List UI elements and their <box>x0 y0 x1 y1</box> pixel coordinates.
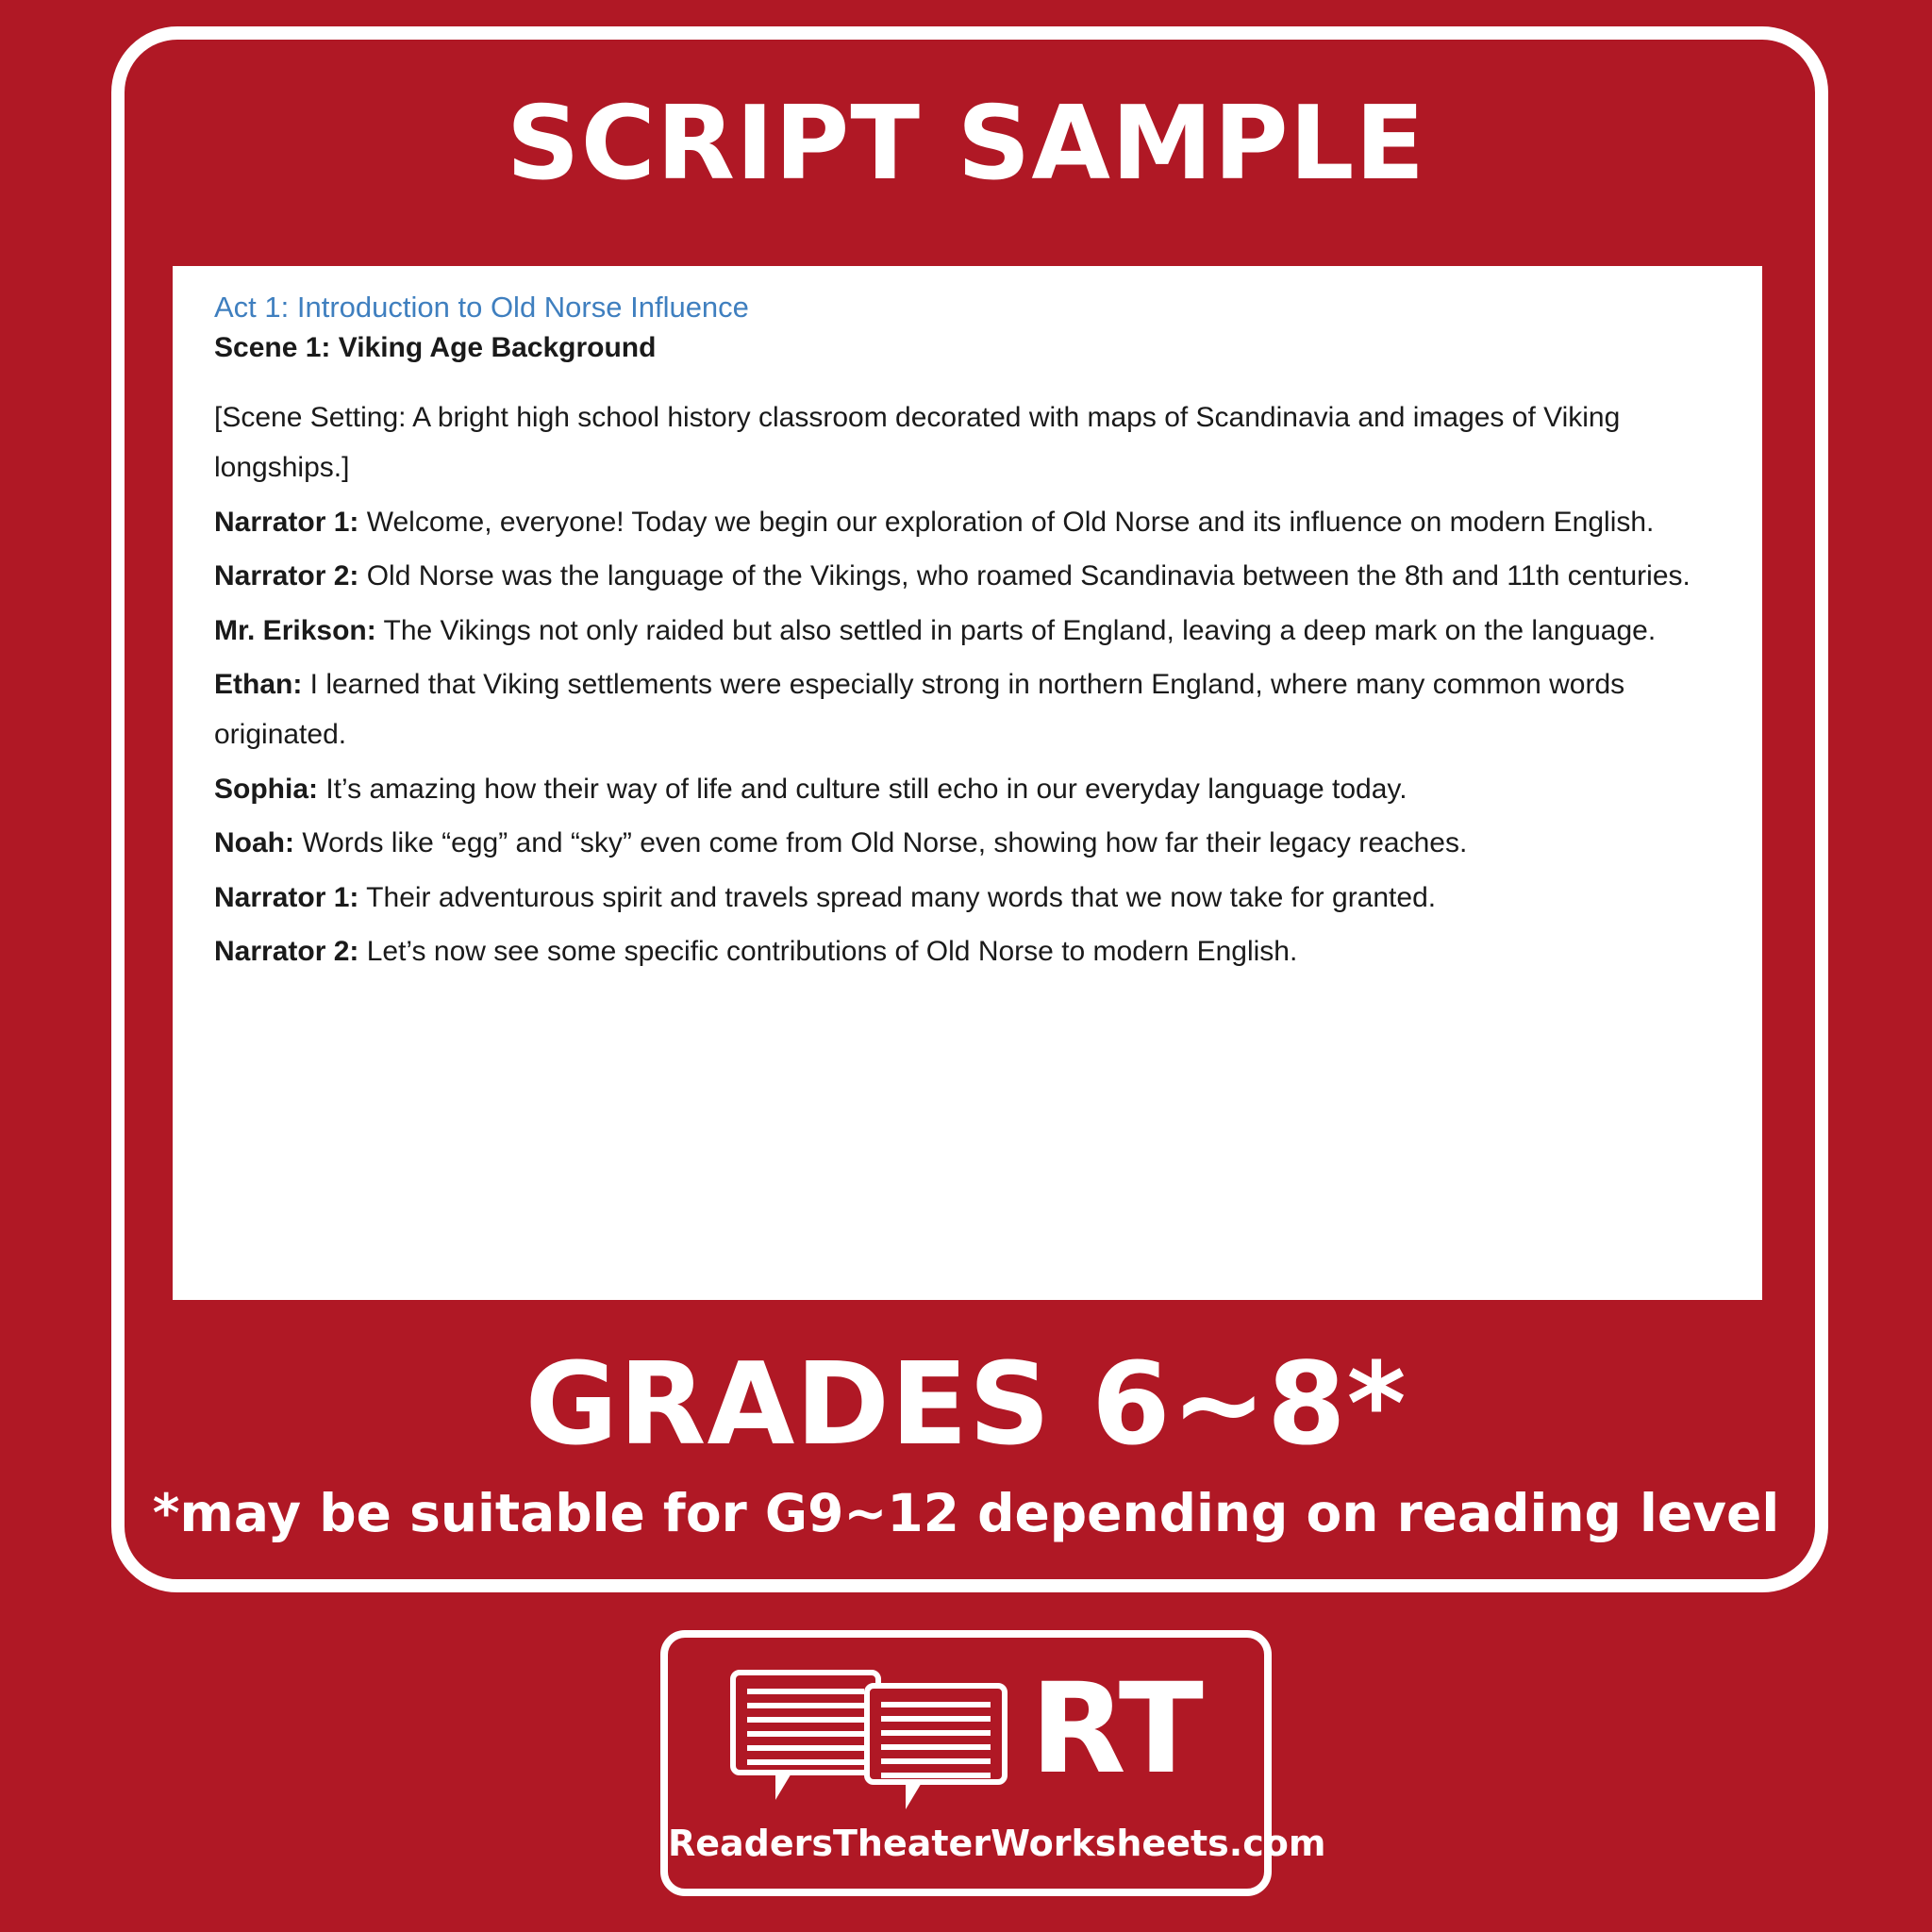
logo-website-url: ReadersTheaterWorksheets.com <box>668 1823 1326 1864</box>
speech-bubbles-icon <box>730 1658 1013 1800</box>
speaker-label: Noah: <box>214 827 294 859</box>
speech-bubble-right-icon <box>864 1683 1008 1785</box>
script-dialogue-line <box>214 497 1724 547</box>
logo-row <box>668 1658 1264 1800</box>
script-dialogue-line <box>214 926 1724 976</box>
script-dialogue-line <box>214 659 1724 760</box>
dialogue-text: Welcome, everyone! Today we begin our exploration of Old Norse and its influence on modern English. <box>358 506 1655 538</box>
grades-heading: GRADES 6~8* <box>525 1340 1407 1471</box>
speaker-label: Mr. Erikson: <box>214 614 376 646</box>
grades-note: *may be suitable for G9~12 depending on reading level <box>152 1483 1780 1543</box>
bubble-lines <box>881 1702 991 1778</box>
dialogue-text: Words like “egg” and “sky” even come from Old Norse, showing how far their legacy reaches. <box>294 827 1468 859</box>
speech-bubble-left-icon <box>730 1670 881 1775</box>
speaker-label: Narrator 1: <box>214 881 359 913</box>
logo-badge <box>660 1630 1326 1896</box>
speaker-label: Narrator 1: <box>214 506 359 538</box>
speaker-label: Sophia: <box>214 773 318 805</box>
speaker-label: Narrator 2: <box>214 560 359 592</box>
script-dialogue-line <box>214 764 1724 814</box>
scene-heading: Scene 1: Viking Age Background <box>214 332 657 363</box>
speaker-label: Ethan: <box>214 668 303 700</box>
logo-monogram: RT <box>1030 1657 1202 1802</box>
bubble-tail-right-icon <box>906 1781 923 1809</box>
script-dialogue-line <box>214 606 1724 656</box>
act-heading: Act 1: Introduction to Old Norse Influence <box>214 291 749 324</box>
dialogue-text: The Vikings not only raided but also settled in parts of England, leaving a deep mark on the language. <box>375 614 1657 646</box>
script-sample-card <box>173 266 1762 1300</box>
dialogue-text: Let’s now see some specific contributions of Old Norse to modern English. <box>358 935 1298 967</box>
bubble-lines <box>747 1689 864 1765</box>
dialogue-text: It’s amazing how their way of life and culture still echo in our everyday language today. <box>318 773 1407 805</box>
dialogue-text: I learned that Viking settlements were especially strong in northern England, where many common words originated. <box>214 668 1625 751</box>
bubble-tail-left-icon <box>775 1772 792 1800</box>
speaker-label: Narrator 2: <box>214 935 359 967</box>
dialogue-text: Their adventurous spirit and travels spread many words that we now take for granted. <box>358 881 1437 913</box>
script-dialogue-line <box>214 873 1724 923</box>
script-dialogue-line <box>214 551 1724 601</box>
dialogue-text: Old Norse was the language of the Vikings, who roamed Scandinavia between the 8th and 11th centuries. <box>358 560 1690 592</box>
scene-setting: [Scene Setting: A bright high school history classroom decorated with maps of Scandinavia and images of Viking longships.] <box>214 402 1621 484</box>
script-dialogue-line <box>214 818 1724 868</box>
page-title: SCRIPT SAMPLE <box>506 85 1426 203</box>
